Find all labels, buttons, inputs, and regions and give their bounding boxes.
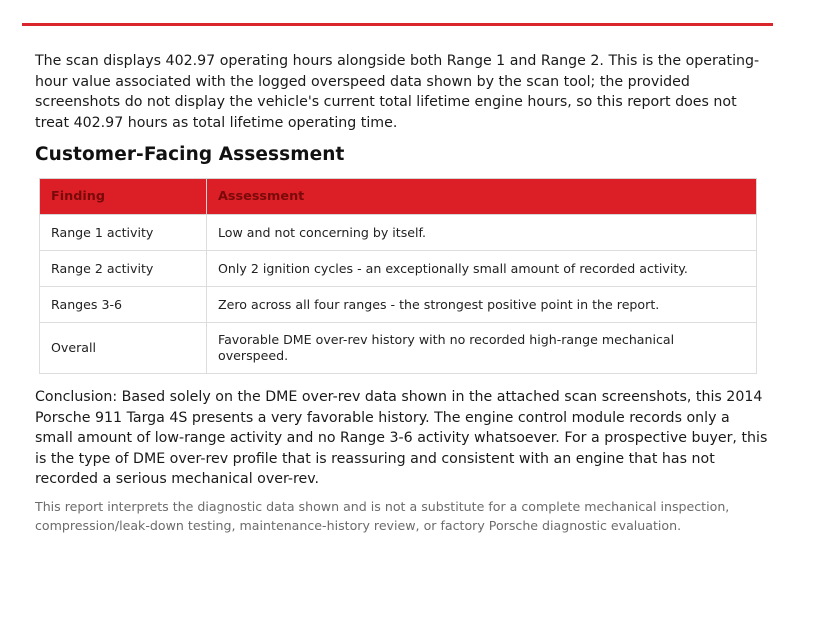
assessment-table [39, 178, 757, 374]
intro-paragraph: The scan displays 402.97 operating hours alongside both Range 1 and Range 2. This is the operating-hour value associated with the logged overspeed data shown by the scan tool; the provided screenshots do not display the vehicle's current total lifetime engine hours, so this report does not treat 402.97 hours as total lifetime operating time. [35, 53, 760, 131]
assessment-cell: Zero across all four ranges - the strongest positive point in the report. [207, 287, 757, 323]
assessment-cell: Only 2 ignition cycles - an exceptionally small amount of recorded activity. [207, 251, 757, 287]
disclaimer-note: This report interprets the diagnostic data shown and is not a substitute for a complete mechanical inspection, compression/leak-down testing, maintenance-history review, or factory Porsche diagnostic evaluation. [35, 499, 730, 533]
table-row [40, 323, 757, 374]
finding-cell: Overall [40, 323, 207, 374]
finding-cell: Range 2 activity [40, 251, 207, 287]
finding-cell: Range 1 activity [40, 215, 207, 251]
assessment-cell: Low and not concerning by itself. [207, 215, 757, 251]
finding-cell: Ranges 3-6 [40, 287, 207, 323]
table-row [40, 251, 757, 287]
column-header-finding: Finding [40, 179, 207, 215]
top-accent-rule [22, 23, 773, 26]
assessment-cell: Favorable DME over-rev history with no recorded high-range mechanical overspeed. [207, 323, 757, 374]
section-heading: Customer-Facing Assessment [35, 144, 345, 165]
table-row [40, 215, 757, 251]
table-row [40, 287, 757, 323]
table-header-row [40, 179, 757, 215]
column-header-assessment: Assessment [207, 179, 757, 215]
conclusion-paragraph: Conclusion: Based solely on the DME over-rev data shown in the attached scan screenshots, this 2014 Porsche 911 Targa 4S presents a very favorable history. The engine control module records only a small amount of low-range activity and no Range 3-6 activity whatsoever. For a prospective buyer, this is the type of DME over-rev profile that is reassuring and consistent with an engine that has not recorded a serious mechanical over-rev. [35, 389, 768, 487]
